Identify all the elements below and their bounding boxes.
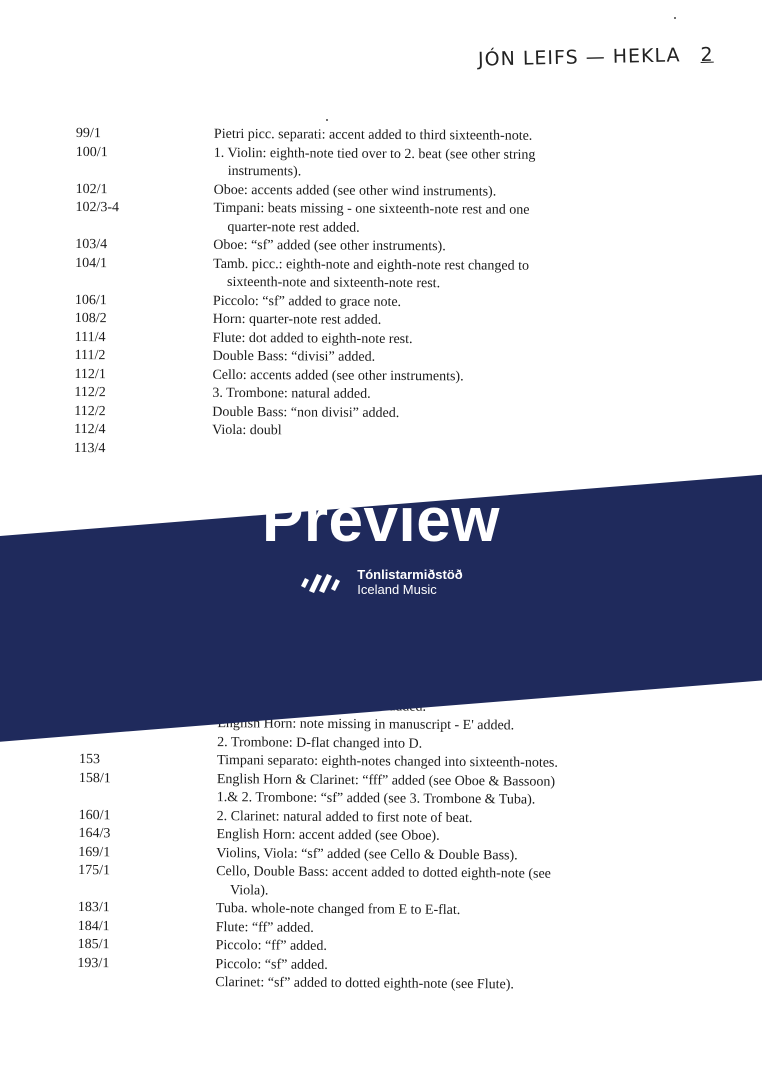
correction-text: Cello: accents added (see other instruments). bbox=[212, 367, 464, 384]
bar-number: 175/1 bbox=[78, 862, 111, 879]
errata-entry bbox=[75, 254, 635, 294]
correction-description bbox=[216, 863, 638, 903]
bar-number: 193/1 bbox=[77, 955, 110, 971]
bar-number: 103/4 bbox=[75, 236, 108, 253]
bar-number: 104/1 bbox=[75, 255, 108, 271]
correction-text: Piccolo: “sf” added. bbox=[215, 956, 328, 973]
correction-text: Tuba. whole-note changed from E to E-flat. bbox=[215, 901, 461, 918]
correction-text: Double Bass: “divisi” added. bbox=[212, 348, 376, 365]
bar-number: 153 bbox=[79, 751, 101, 768]
scan-speck bbox=[674, 17, 676, 19]
handwritten-header bbox=[478, 43, 728, 70]
correction-text: Flute: dot added to eighth-note rest. bbox=[212, 330, 413, 347]
correction-text: English Horn & Clarinet: “fff” added (see Oboe & Bassoon) bbox=[216, 771, 556, 790]
errata-entry bbox=[74, 439, 634, 461]
bar-number bbox=[79, 788, 217, 808]
errata-entry bbox=[77, 973, 637, 996]
correction-text: Timpani: beats missing - one sixteenth-note rest and one bbox=[213, 200, 530, 218]
correction-text: 1.& 2. Trombone: “sf” added (see 3. Trombone & Tuba). bbox=[216, 790, 536, 808]
correction-description bbox=[214, 144, 636, 184]
errata-entry bbox=[76, 143, 636, 183]
correction-text: Tamb. picc.: eighth-note and eighth-note rest changed to bbox=[213, 256, 530, 274]
correction-text: Oboe: accents added (see other wind instruments). bbox=[213, 182, 497, 200]
bar-number: 111/4 bbox=[74, 329, 106, 345]
correction-text: Violins, Viola: “sf” added (see Cello & Double Bass). bbox=[216, 845, 518, 863]
correction-continuation: quarter-note rest added. bbox=[227, 219, 360, 236]
correction-text: Piccolo: “ff” added. bbox=[215, 938, 327, 954]
bar-number: 108/2 bbox=[74, 310, 107, 327]
correction-continuation: instruments). bbox=[227, 163, 302, 180]
correction-description bbox=[212, 440, 634, 461]
correction-text: 1. Violin: eighth-note tied over to 2. beat (see other string bbox=[213, 145, 536, 163]
correction-text: Cello, Double Bass: accent added to dotted eighth-note (see bbox=[216, 864, 551, 882]
bar-number: 112/4 bbox=[74, 421, 106, 438]
correction-text: 3. Trombone: natural added. bbox=[212, 385, 371, 402]
iceland-music-logo-icon bbox=[299, 571, 345, 593]
brand-text bbox=[357, 567, 462, 597]
correction-text: Flute: “ff” added. bbox=[215, 919, 314, 936]
correction-description bbox=[213, 255, 635, 295]
correction-description bbox=[215, 974, 637, 996]
correction-description bbox=[213, 200, 635, 240]
errata-entry bbox=[78, 862, 638, 903]
bar-number: 112/2 bbox=[74, 384, 106, 401]
bar-number: 102/3-4 bbox=[75, 199, 120, 216]
bar-number: 113/4 bbox=[73, 440, 106, 456]
correction-text: 2. Trombone: D-flat changed into D. bbox=[217, 734, 423, 752]
bar-number: 102/1 bbox=[75, 181, 108, 197]
bar-number: 99/1 bbox=[75, 125, 101, 142]
brand-name: Tónlistarmiðstöð bbox=[357, 567, 463, 582]
correction-text: Double Bass: “non divisi” added. bbox=[212, 404, 400, 421]
bar-number bbox=[77, 973, 215, 993]
bar-number: 160/1 bbox=[78, 807, 111, 823]
correction-continuation: Viola). bbox=[229, 882, 269, 898]
correction-text: Viola: doubl bbox=[212, 422, 282, 439]
bar-number: 112/1 bbox=[74, 366, 106, 382]
correction-text: Piccolo: “sf” added to grace note. bbox=[212, 293, 402, 310]
correction-text: English Horn: accent added (see Oboe). bbox=[216, 827, 440, 844]
scan-speck bbox=[326, 119, 328, 121]
bar-number: 100/1 bbox=[75, 144, 108, 160]
bar-number: 158/1 bbox=[78, 770, 111, 786]
correction-text: Timpani separato: eighth-notes changed into sixteenth-notes. bbox=[216, 753, 558, 771]
bar-number: 164/3 bbox=[78, 825, 111, 842]
bar-number bbox=[79, 732, 217, 752]
handwritten-title: JÓN LEIFS — HEKLA bbox=[477, 44, 681, 71]
correction-text: Clarinet: “sf” added to dotted eighth-note (see Flute). bbox=[215, 975, 514, 993]
correction-text: Oboe: “sf” added (see other instruments). bbox=[213, 237, 446, 255]
bar-number: 183/1 bbox=[77, 899, 110, 916]
handwritten-page-number: 2 bbox=[700, 43, 714, 66]
bar-number: 106/1 bbox=[74, 292, 107, 308]
brand bbox=[299, 567, 462, 597]
preview-banner-content bbox=[0, 485, 762, 598]
bar-number: 184/1 bbox=[77, 918, 110, 934]
correction-text: 2. Clarinet: natural added to first note of beat. bbox=[216, 808, 473, 826]
bar-number: 169/1 bbox=[78, 844, 111, 860]
correction-text: Horn: quarter-note rest added. bbox=[212, 311, 382, 328]
bar-number: 111/2 bbox=[74, 347, 106, 364]
correction-text: Pietri picc. separati: accent added to third sixteenth-note. bbox=[213, 126, 533, 144]
errata-list-top bbox=[74, 125, 636, 461]
errata-entry bbox=[75, 199, 635, 239]
brand-subtitle: Iceland Music bbox=[357, 582, 437, 597]
bar-number: 112/2 bbox=[74, 403, 106, 419]
preview-title: Preview bbox=[262, 486, 500, 555]
bar-number: 185/1 bbox=[77, 936, 110, 953]
correction-text: English Horn: note missing in manuscript - E' added. bbox=[217, 716, 515, 734]
correction-continuation: sixteenth-note and sixteenth-note rest. bbox=[226, 274, 441, 292]
